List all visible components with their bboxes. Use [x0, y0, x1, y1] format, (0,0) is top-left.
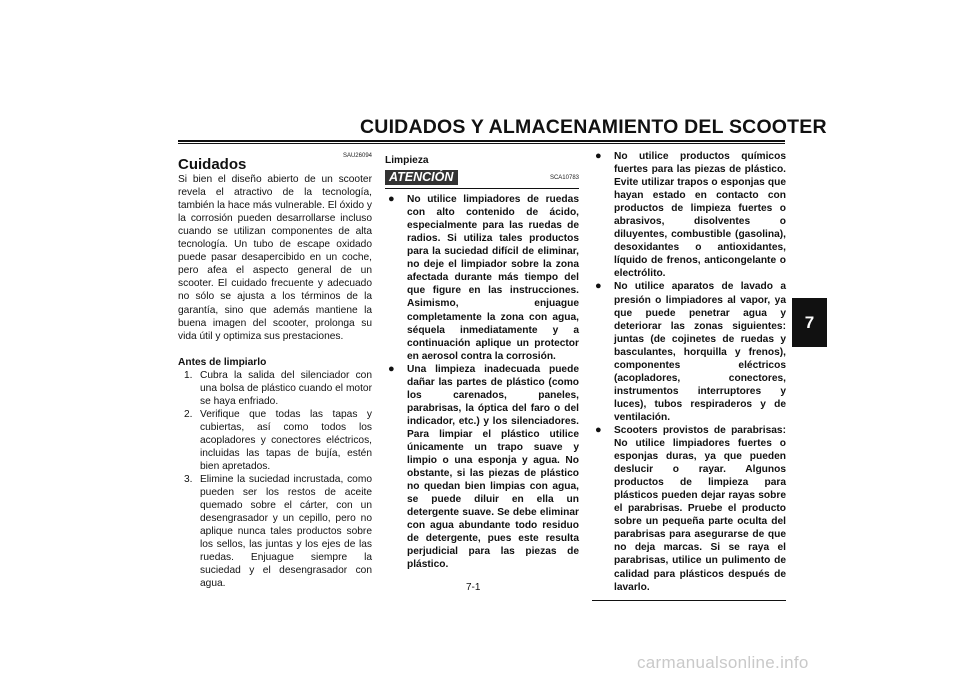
middle-column	[385, 150, 579, 571]
list-item	[592, 424, 786, 594]
step-number: 2.	[184, 408, 193, 420]
right-column	[592, 150, 786, 601]
attention-badge: ATENCIÓN	[385, 170, 458, 185]
bullet-text: No utilice productos químicos fuertes para las piezas de plástico. Evite utilizar trapos o esponjas que hayan estado en contacto con productos de limpieza fuertes o abrasivos, disolventes o diluyentes, combustible (gasolina), desoxidantes o antioxidantes, líquido de frenos, anticongelante o electrólito.	[614, 151, 786, 280]
subheading: Antes de limpiarlo	[178, 356, 267, 368]
cleaning-heading: Limpieza	[385, 155, 429, 166]
chapter-tab[interactable]: 7	[792, 298, 827, 347]
attention-end-rule	[592, 600, 786, 601]
list-item	[178, 369, 372, 408]
step-text: Elimine la suciedad incrustada, como pueden ser los restos de aceite quemado sobre el cárter, con un desengrasador y un cepillo, pero no aplique nunca tales productos sobre los sellos, las juntas y los ejes de las ruedas. Enjuague siempre la suciedad y el desengrasador con agua.	[200, 474, 372, 590]
watermark: carmanualsonline.info	[637, 653, 809, 672]
bullet-icon: ●	[388, 193, 395, 206]
page-number: 7-1	[466, 582, 481, 593]
bullet-text: No utilice limpiadores de ruedas con alto contenido de ácido, especialmente para las ruedas de radios. Si utiliza tales productos para la suciedad difícil de eliminar, no deje el limpiador sobre la zona afectada durante más tiempo del que figure en las instrucciones. Asimismo, enjuague completamente la zona con agua, séquela inmediatamente y a continuación aplique un protector en aerosol contra la corrosión.	[407, 194, 579, 362]
page-header-title: CUIDADOS Y ALMACENAMIENTO DEL SCOOTER	[360, 116, 827, 138]
section-heading: Cuidados	[178, 156, 247, 173]
step-number: 1.	[184, 369, 193, 381]
bullet-text: No utilice aparatos de lavado a presión o limpiadores al vapor, ya que puede penetrar agua y deteriorar las zonas siguientes: juntas (de cojinetes de ruedas y basculantes, horquilla y frenos), componentes eléctricos (acopladores, conectores, instrumentos interruptores y luces), tubos respiraderos y de ventilación.	[614, 281, 786, 423]
list-item	[385, 193, 579, 363]
header-rule-thin	[178, 143, 785, 144]
step-text: Cubra la salida del silenciador con una bolsa de plástico cuando el motor se haya enfriado.	[200, 369, 372, 407]
step-number: 3.	[184, 474, 193, 486]
section-code: SAU26094	[342, 153, 372, 159]
list-item	[385, 363, 579, 572]
attention-header	[385, 170, 579, 185]
step-text: Verifique que todas las tapas y cubiertas, así como todos los acopladores y conectores eléctricos, incluidas las tapas de bujía, estén bien apretados.	[200, 408, 372, 473]
list-item	[178, 473, 372, 590]
attention-code: SCA10783	[549, 175, 579, 182]
header-rule	[178, 140, 785, 142]
steps-list	[178, 369, 372, 591]
bullet-text: Scooters provistos de parabrisas: No utilice limpiadores fuertes o esponjas duras, ya que pueden deslucir o rayar. Algunos productos de limpieza para plásticos pueden dejar rayas sobre el parabrisas. Pruebe el producto sobre un pequeña parte oculta del parabrisas para asegurarse de que no deja marcas. Si se raya el parabrisas, utilice un pulimento de calidad para plásticos después de lavarlo.	[614, 424, 786, 593]
list-item	[178, 408, 372, 473]
bullet-icon: ●	[595, 150, 602, 162]
bullet-icon: ●	[595, 280, 602, 293]
list-item	[592, 280, 786, 424]
bullet-icon: ●	[388, 362, 395, 375]
bullet-icon: ●	[595, 423, 602, 436]
bullet-text: Una limpieza inadecuada puede dañar las partes de plástico (como los carenados, paneles, parabrisas, la óptica del faro o del indicador, etc.) y los silenciadores. Para limpiar el plástico utilice únicamente un trapo suave y limpio o una esponja y agua. No obstante, si las piezas de plástico no quedan bien limpias con agua, se puede diluir en ella un detergente suave. Se debe eliminar con agua abundante todo residuo de detergente, pues este resulta perjudicial para las piezas de plástico.	[407, 363, 579, 571]
intro-paragraph: Si bien el diseño abierto de un scooter revela el atractivo de la tecnología, también la hace más vulnerable. El óxido y la corrosión pueden desarrollarse incluso cuando se utilizan componentes de alta tecnología. Un tubo de escape oxidado puede pasar desapercibido en un coche, pero afea el aspecto general de un scooter. El cuidado frecuente y adecuado no sólo se ajusta a los términos de la garantía, sino que además mantiene la buena imagen del scooter, prolonga su vida útil y optimiza sus prestaciones.	[178, 174, 372, 342]
left-column	[178, 150, 372, 591]
attention-rule	[385, 188, 579, 189]
list-item	[592, 150, 786, 280]
